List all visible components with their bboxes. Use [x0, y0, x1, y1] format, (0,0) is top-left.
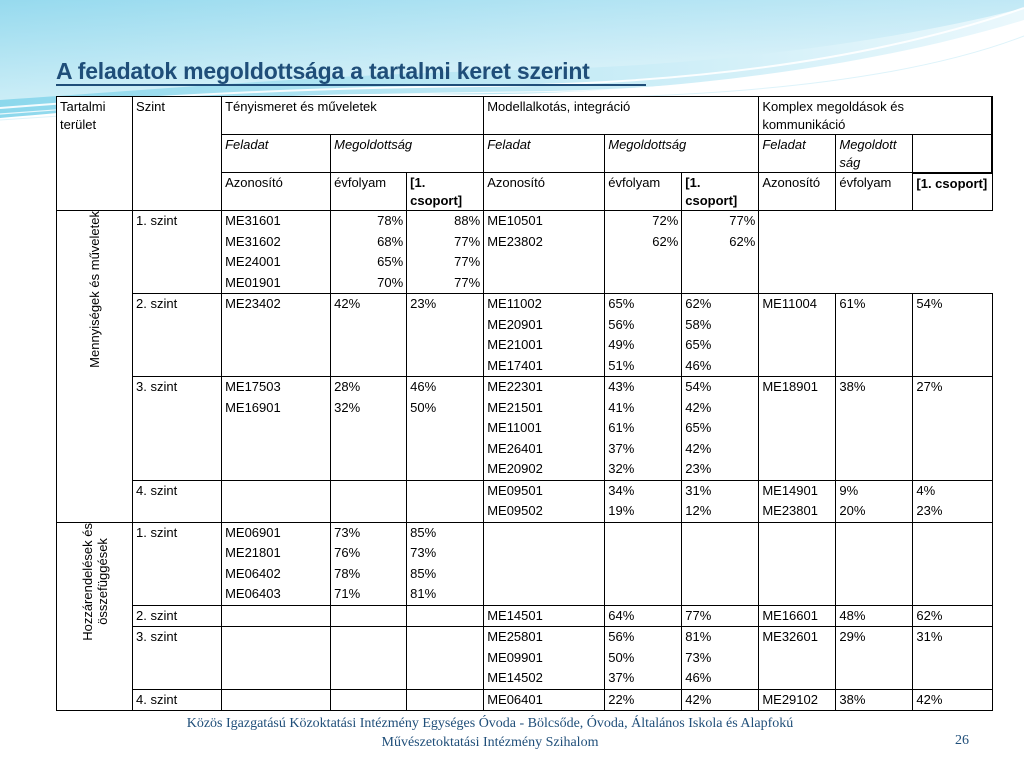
task-id-item: ME18901 — [762, 379, 818, 394]
evfolyam-value-item: 61% — [839, 296, 866, 311]
task-id-item: ME11004 — [762, 296, 818, 311]
task-id-item: ME21801 — [225, 545, 281, 560]
header-evfolyam: évfolyam — [605, 173, 682, 211]
evfolyam-value-col — [605, 377, 682, 481]
task-id-item: ME23801 — [762, 503, 818, 518]
table-row — [57, 377, 993, 481]
table-row — [57, 294, 993, 377]
evfolyam-value-item: 32% — [608, 461, 635, 476]
slide-footer — [60, 714, 920, 752]
evfolyam-value-item: 43% — [608, 379, 635, 394]
task-id-col — [222, 377, 331, 481]
task-id-item: ME14901 — [762, 482, 818, 498]
evfolyam-value-item: 38% — [839, 379, 866, 394]
evfolyam-value-item: 29% — [839, 629, 866, 644]
table-row — [57, 211, 993, 294]
evfolyam-value-item: 19% — [608, 503, 635, 518]
task-id-item: ME22301 — [487, 379, 543, 394]
task-id-item: ME11001 — [487, 420, 542, 435]
evfolyam-value-item: 37% — [608, 670, 635, 685]
evfolyam-value-col — [836, 377, 913, 481]
csoport-value-col — [407, 211, 484, 294]
evfolyam-value-item: 48% — [839, 607, 866, 623]
area-label-cell — [57, 211, 133, 523]
csoport-value-item: 58% — [685, 316, 712, 332]
evfolyam-value-item: 71% — [334, 586, 361, 601]
header-feladat: Feladat — [222, 135, 331, 173]
table-row — [57, 480, 993, 522]
header-megoldottsag: Megoldottság — [331, 135, 484, 173]
csoport-value-col — [913, 480, 992, 522]
csoport-value-item: 46% — [410, 379, 437, 394]
task-id-item: ME17503 — [225, 379, 281, 394]
csoport-value-item: 81% — [685, 629, 712, 644]
evfolyam-value-col — [836, 294, 913, 377]
csoport-value-item: 4% — [916, 482, 936, 498]
empty-cell — [913, 211, 992, 294]
task-id-col — [484, 627, 605, 690]
task-id-item: ME20902 — [487, 461, 543, 476]
csoport-value-item: 50% — [410, 399, 437, 415]
task-id-item: ME11002 — [487, 296, 542, 311]
task-id-item: ME31602 — [225, 233, 281, 249]
evfolyam-value-item: 22% — [608, 691, 635, 707]
evfolyam-value-item: 61% — [608, 420, 635, 435]
csoport-value-col — [682, 605, 759, 627]
header-tartalmi-terulet: Tartalmi terület — [57, 97, 133, 211]
evfolyam-value-col — [331, 480, 407, 522]
evfolyam-value-item: 78% — [377, 213, 404, 228]
evfolyam-value-col — [331, 294, 407, 377]
task-id-col — [484, 605, 605, 627]
csoport-value-col — [682, 480, 759, 522]
task-id-col — [222, 294, 331, 377]
header-row-1 — [57, 97, 993, 135]
evfolyam-value-col — [331, 689, 407, 711]
csoport-value-item: 77% — [729, 213, 756, 228]
csoport-value-col — [913, 689, 992, 711]
task-id-item: ME06901 — [225, 524, 281, 540]
csoport-value-item: 62% — [685, 296, 712, 311]
task-id-col — [759, 627, 836, 690]
header-azonosito: Azonosító — [484, 173, 605, 211]
task-id-col — [222, 689, 331, 711]
page-number: 26 — [955, 733, 969, 748]
header-evfolyam: évfolyam — [836, 173, 913, 211]
csoport-value-item: 77% — [454, 233, 481, 249]
task-id-col — [222, 605, 331, 627]
area-label: Hozzárendelések és összefüggések — [79, 522, 110, 641]
csoport-value-item: 62% — [729, 233, 756, 249]
table-row — [57, 605, 993, 627]
header-azonosito: Azonosító — [222, 173, 331, 211]
csoport-value-item: 77% — [685, 607, 712, 623]
evfolyam-value-item: 78% — [334, 565, 361, 581]
task-id-item: ME06402 — [225, 565, 281, 581]
header-megoldottsag: Megoldott ság — [836, 135, 913, 173]
header-group-modellalkotas: Modellalkotás, integráció — [484, 97, 759, 135]
csoport-value-col — [913, 522, 992, 605]
evfolyam-value-col — [331, 605, 407, 627]
csoport-value-item: 54% — [916, 296, 943, 311]
task-id-item: ME32601 — [762, 629, 818, 644]
task-id-col — [484, 294, 605, 377]
level-label: 1. szint — [133, 522, 222, 605]
csoport-value-item: 27% — [916, 379, 943, 394]
csoport-value-col — [407, 522, 484, 605]
task-id-item: ME23402 — [225, 296, 281, 311]
task-id-col — [484, 522, 605, 605]
header-csoport: [1. csoport] — [682, 173, 759, 211]
evfolyam-value-item: 32% — [334, 399, 361, 415]
task-id-item: ME21001 — [487, 337, 543, 352]
evfolyam-value-item: 51% — [608, 357, 635, 373]
header-csoport: [1. csoport] — [913, 173, 992, 211]
evfolyam-value-col — [605, 689, 682, 711]
evfolyam-value-item: 34% — [608, 482, 635, 498]
csoport-value-col — [407, 377, 484, 481]
evfolyam-value-col — [331, 522, 407, 605]
csoport-value-item: 73% — [685, 649, 712, 665]
csoport-value-col — [407, 689, 484, 711]
header-empty-cell — [913, 135, 992, 173]
csoport-value-item: 77% — [454, 254, 481, 269]
task-id-item: ME21501 — [487, 399, 543, 415]
csoport-value-col — [682, 377, 759, 481]
footer-line-2: Művészetoktatási Intézmény Szihalom — [381, 735, 599, 750]
level-label: 3. szint — [133, 627, 222, 690]
task-id-item: ME17401 — [487, 357, 543, 373]
task-id-item: ME09502 — [487, 503, 543, 518]
evfolyam-value-col — [836, 480, 913, 522]
task-id-item: ME23802 — [487, 233, 543, 249]
evfolyam-value-item: 73% — [334, 524, 361, 540]
evfolyam-value-col — [331, 211, 407, 294]
csoport-value-item: 23% — [410, 296, 437, 311]
csoport-value-col — [407, 605, 484, 627]
task-id-item: ME10501 — [487, 213, 543, 228]
level-label: 4. szint — [133, 689, 222, 711]
csoport-value-item: 88% — [454, 213, 481, 228]
csoport-value-item: 85% — [410, 565, 437, 581]
csoport-value-item: 85% — [410, 524, 437, 540]
evfolyam-value-item: 37% — [608, 440, 635, 456]
task-id-col — [759, 689, 836, 711]
header-megoldottsag: Megoldottság — [605, 135, 759, 173]
task-id-item: ME25801 — [487, 629, 543, 644]
header-group-komplex: Komplex megoldások és kommunikáció — [759, 97, 992, 135]
task-id-col — [759, 294, 836, 377]
task-id-col — [759, 522, 836, 605]
task-id-item: ME14502 — [487, 670, 543, 685]
task-id-item: ME31601 — [225, 213, 281, 228]
evfolyam-value-item: 64% — [608, 607, 635, 623]
evfolyam-value-col — [605, 294, 682, 377]
csoport-value-item: 77% — [454, 274, 481, 290]
csoport-value-item: 42% — [685, 440, 712, 456]
task-id-item: ME14501 — [487, 607, 543, 623]
level-label: 2. szint — [133, 605, 222, 627]
level-label: 4. szint — [133, 480, 222, 522]
csoport-value-col — [913, 605, 992, 627]
evfolyam-value-col — [605, 605, 682, 627]
evfolyam-value-item: 65% — [608, 296, 635, 311]
empty-cell — [759, 211, 836, 294]
csoport-value-item: 65% — [685, 337, 712, 352]
csoport-value-item: 23% — [685, 461, 712, 476]
footer-line-1: Közös Igazgatású Közoktatási Intézmény Egységes Óvoda - Bölcsőde, Óvoda, Általános Iskola és Alapfokú — [186, 716, 794, 731]
csoport-value-item: 12% — [685, 503, 712, 518]
task-id-col — [222, 480, 331, 522]
csoport-value-item: 81% — [410, 586, 437, 601]
evfolyam-value-item: 72% — [652, 213, 679, 228]
header-azonosito: Azonosító — [759, 173, 836, 211]
evfolyam-value-item: 38% — [839, 691, 866, 707]
evfolyam-value-col — [605, 522, 682, 605]
task-id-col — [222, 627, 331, 690]
level-label: 3. szint — [133, 377, 222, 481]
evfolyam-value-item: 56% — [608, 629, 635, 644]
csoport-value-col — [682, 627, 759, 690]
evfolyam-value-item: 20% — [839, 503, 866, 518]
task-id-col — [484, 211, 605, 294]
task-id-col — [759, 605, 836, 627]
csoport-value-item: 46% — [685, 357, 712, 373]
task-id-item: ME06403 — [225, 586, 281, 601]
csoport-value-col — [682, 689, 759, 711]
evfolyam-value-col — [836, 689, 913, 711]
evfolyam-value-col — [331, 377, 407, 481]
evfolyam-value-item: 76% — [334, 545, 361, 560]
csoport-value-item: 23% — [916, 503, 943, 518]
task-id-col — [759, 480, 836, 522]
csoport-value-col — [913, 377, 992, 481]
csoport-value-col — [682, 522, 759, 605]
evfolyam-value-item: 49% — [608, 337, 635, 352]
header-feladat: Feladat — [484, 135, 605, 173]
csoport-value-col — [407, 627, 484, 690]
evfolyam-value-col — [331, 627, 407, 690]
empty-cell — [836, 211, 913, 294]
task-id-item: ME09901 — [487, 649, 543, 665]
csoport-value-item: 73% — [410, 545, 437, 560]
csoport-value-col — [682, 294, 759, 377]
evfolyam-value-item: 50% — [608, 649, 635, 665]
task-id-col — [484, 689, 605, 711]
task-id-item: ME06401 — [487, 691, 543, 707]
task-id-item: ME26401 — [487, 440, 543, 456]
evfolyam-value-item: 65% — [377, 254, 404, 269]
evfolyam-value-item: 42% — [334, 296, 361, 311]
task-id-item: ME20901 — [487, 316, 543, 332]
header-csoport: [1. csoport] — [407, 173, 484, 211]
task-id-item: ME16901 — [225, 399, 281, 415]
evfolyam-value-item: 41% — [608, 399, 635, 415]
csoport-value-col — [682, 211, 759, 294]
task-id-col — [484, 377, 605, 481]
level-label: 1. szint — [133, 211, 222, 294]
area-label-cell — [57, 522, 133, 711]
evfolyam-value-item: 9% — [839, 482, 859, 498]
evfolyam-value-col — [605, 627, 682, 690]
csoport-value-col — [913, 627, 992, 690]
evfolyam-value-item: 68% — [377, 233, 404, 249]
evfolyam-value-col — [836, 522, 913, 605]
task-id-item: ME09501 — [487, 482, 543, 498]
header-group-tenyismeret: Tényismeret és műveletek — [222, 97, 484, 135]
csoport-value-item: 62% — [916, 607, 943, 623]
task-id-col — [222, 522, 331, 605]
results-table — [56, 96, 993, 711]
csoport-value-item: 54% — [685, 379, 712, 394]
csoport-value-item: 42% — [685, 399, 712, 415]
csoport-value-item: 65% — [685, 420, 712, 435]
task-id-col — [484, 480, 605, 522]
slide-title: A feladatok megoldottsága a tartalmi keret szerint — [56, 58, 590, 84]
csoport-value-col — [913, 294, 992, 377]
csoport-value-item: 31% — [916, 629, 943, 644]
task-id-col — [222, 211, 331, 294]
task-id-item: ME16601 — [762, 607, 818, 623]
evfolyam-value-item: 56% — [608, 316, 635, 332]
level-label: 2. szint — [133, 294, 222, 377]
csoport-value-item: 42% — [916, 691, 943, 707]
table-row — [57, 689, 993, 711]
header-evfolyam: évfolyam — [331, 173, 407, 211]
csoport-value-item: 46% — [685, 670, 712, 685]
header-feladat: Feladat — [759, 135, 836, 173]
evfolyam-value-col — [605, 211, 682, 294]
task-id-item: ME29102 — [762, 691, 818, 707]
evfolyam-value-item: 28% — [334, 379, 361, 394]
evfolyam-value-item: 70% — [377, 274, 404, 290]
csoport-value-item: 31% — [685, 482, 712, 498]
task-id-item: ME24001 — [225, 254, 281, 269]
csoport-value-item: 42% — [685, 691, 712, 707]
evfolyam-value-item: 62% — [652, 233, 679, 249]
task-id-col — [759, 377, 836, 481]
task-id-item: ME01901 — [225, 274, 281, 290]
table-row — [57, 627, 993, 690]
evfolyam-value-col — [836, 627, 913, 690]
header-szint: Szint — [133, 97, 222, 211]
csoport-value-col — [407, 480, 484, 522]
area-label: Mennyiségek és műveletek — [87, 211, 103, 368]
evfolyam-value-col — [605, 480, 682, 522]
table-row — [57, 522, 993, 605]
evfolyam-value-col — [836, 605, 913, 627]
csoport-value-col — [407, 294, 484, 377]
title-underline — [56, 84, 646, 86]
